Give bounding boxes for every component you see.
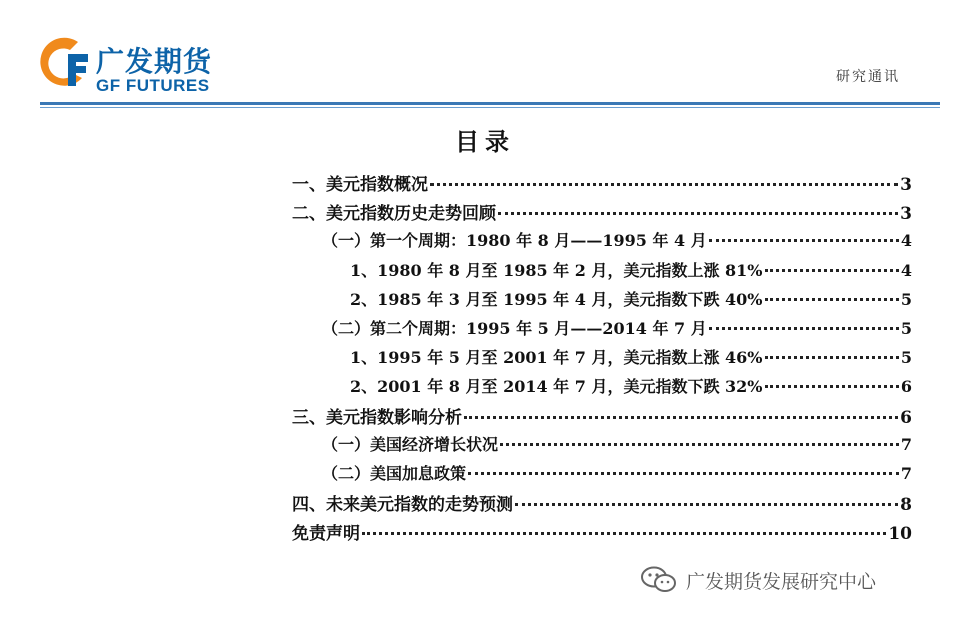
toc-entry[interactable] — [350, 374, 912, 397]
toc-entry-page: 3 — [900, 204, 912, 224]
report-type-label: 研究通讯 — [836, 69, 900, 85]
toc-entry-label: （一）美国经济增长状况 — [322, 435, 499, 454]
toc-entry-label: （一）第一个周期：1980 年 8 月——1995 年 4 月 — [322, 231, 707, 250]
page-header — [0, 0, 970, 110]
logo-chinese-name: 广发期货 — [96, 45, 213, 78]
logo-english-name: GF FUTURES — [96, 76, 210, 95]
toc-entry-page: 7 — [900, 435, 912, 454]
wechat-watermark — [640, 562, 876, 598]
toc-entry-label: 1、1980 年 8 月至 1985 年 2 月，美元指数上涨 81% — [350, 261, 763, 280]
toc-entry[interactable] — [350, 287, 912, 310]
toc-leader-dots — [500, 443, 899, 446]
toc-entry[interactable] — [350, 345, 912, 368]
toc-entry-page: 5 — [900, 290, 912, 309]
toc-entry-label: （二）第二个周期：1995 年 5 月——2014 年 7 月 — [322, 319, 707, 338]
toc-entry-label: 四、未来美元指数的走势预测 — [292, 495, 513, 515]
toc-leader-dots — [765, 298, 899, 301]
toc-entry-label: （二）美国加息政策 — [322, 464, 467, 483]
toc-leader-dots — [468, 472, 899, 475]
toc-entry-label: 一、美元指数概况 — [292, 175, 428, 195]
toc-entry-label: 二、美元指数历史走势回顾 — [292, 204, 496, 224]
toc-leader-dots — [765, 385, 899, 388]
toc-entry-page: 5 — [900, 348, 912, 367]
toc-entry[interactable] — [322, 461, 912, 484]
toc-entry-page: 3 — [900, 175, 912, 195]
toc-entry-label: 2、1985 年 3 月至 1995 年 4 月，美元指数下跌 40% — [350, 290, 763, 309]
toc-entry-page: 10 — [888, 524, 912, 544]
toc-leader-dots — [709, 239, 899, 242]
toc-entry-page: 7 — [900, 464, 912, 483]
toc-title: 目录 — [455, 128, 515, 156]
header-rule — [40, 102, 940, 105]
toc-entry-page: 6 — [900, 408, 912, 428]
company-logo — [38, 36, 218, 96]
watermark-text: 广发期货发展研究中心 — [686, 570, 877, 593]
gf-logo-icon — [38, 36, 90, 92]
toc-leader-dots — [765, 356, 899, 359]
toc-leader-dots — [709, 327, 899, 330]
toc-entry-page: 8 — [900, 495, 912, 515]
toc-entry[interactable] — [322, 316, 912, 339]
toc-entry-label: 免责声明 — [292, 524, 360, 544]
toc-entry-page: 4 — [900, 231, 912, 250]
toc-leader-dots — [464, 416, 898, 419]
toc-entry[interactable] — [322, 432, 912, 455]
toc-entry-page: 4 — [900, 261, 912, 280]
toc-leader-dots — [498, 212, 898, 215]
toc-leader-dots — [765, 269, 899, 272]
toc-entry-label: 2、2001 年 8 月至 2014 年 7 月，美元指数下跌 32% — [350, 377, 763, 396]
toc-entry-page: 6 — [900, 377, 912, 396]
toc-entry-page: 5 — [900, 319, 912, 338]
wechat-icon — [640, 565, 678, 595]
toc-leader-dots — [362, 532, 886, 535]
header-rule-thin — [40, 107, 940, 108]
toc-leader-dots — [430, 183, 898, 186]
toc-entry[interactable] — [292, 403, 912, 428]
toc-entry[interactable] — [292, 199, 912, 224]
toc-entry[interactable] — [292, 519, 912, 544]
toc-entry[interactable] — [350, 258, 912, 281]
toc-entry-label: 三、美元指数影响分析 — [292, 408, 462, 428]
toc-entry-label: 1、1995 年 5 月至 2001 年 7 月，美元指数上涨 46% — [350, 348, 763, 367]
toc-entry[interactable] — [322, 228, 912, 251]
toc-entry[interactable] — [292, 490, 912, 515]
toc-leader-dots — [515, 503, 898, 506]
toc-entry[interactable] — [292, 170, 912, 195]
